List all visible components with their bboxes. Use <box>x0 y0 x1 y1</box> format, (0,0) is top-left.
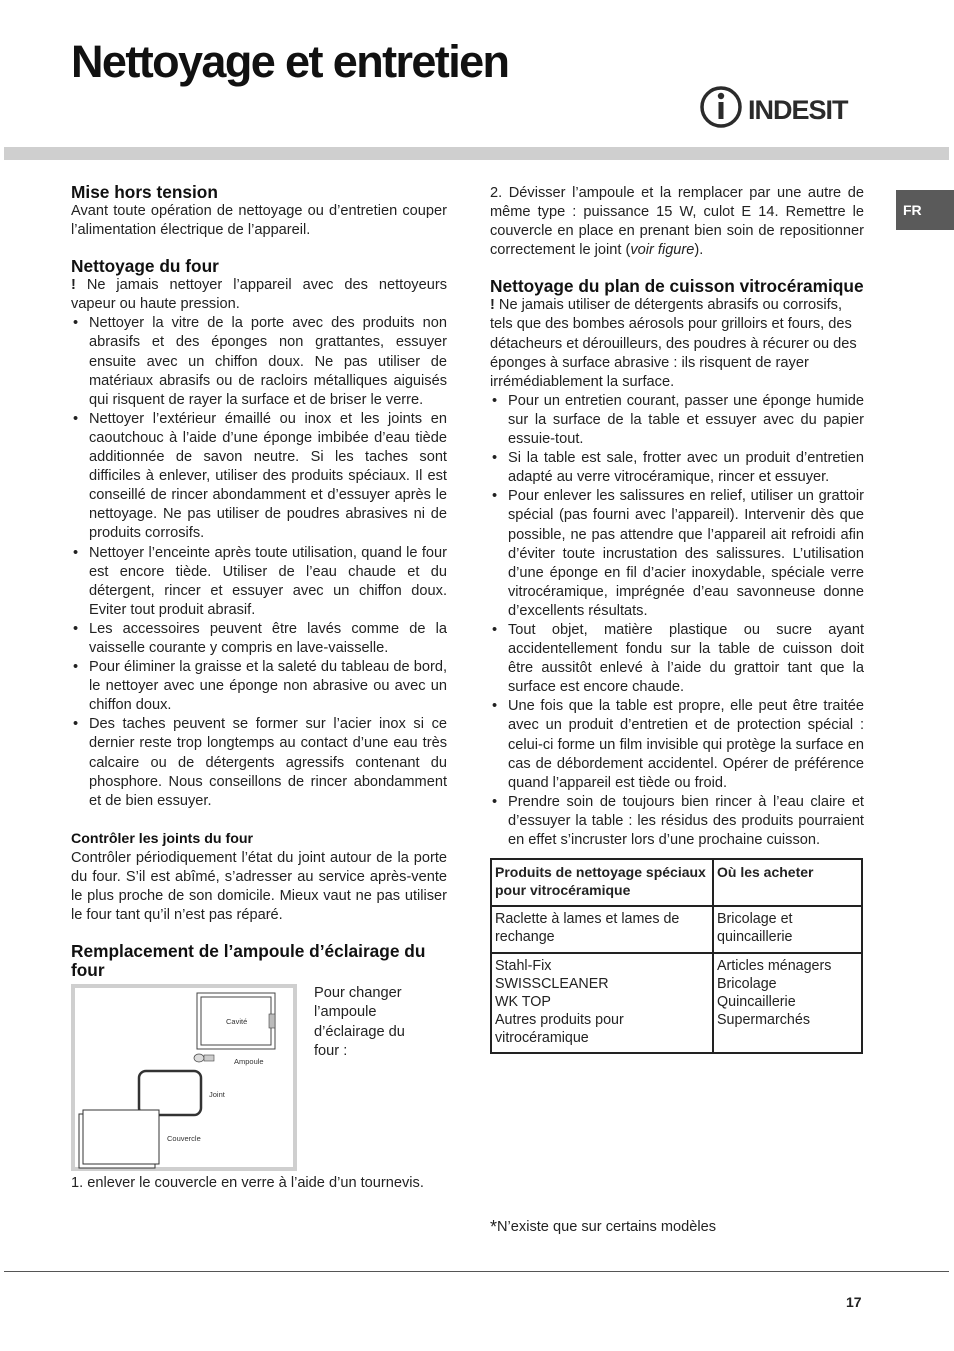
ampoule-figure-block <box>71 984 447 1171</box>
cell-line: SWISSCLEANER <box>495 976 609 993</box>
plan-cuisson-warning <box>490 296 864 391</box>
list-item: • Nettoyer la vitre de la porte avec des produits non abrasifs et des éponges non grattantes, essuyer ensuite avec un chiffon doux. Ne pas utiliser de matériaux abrasifs ou de racloirs métalliques aiguisés qui risquent de rayer la surface et de briser le verre. <box>71 314 447 409</box>
mise-hors-tension-text: Avant toute opération de nettoyage ou d’entretien couper l’alimentation électrique de l’appareil. <box>71 203 447 239</box>
footnote <box>490 1217 716 1238</box>
list-item: • Nettoyer l’extérieur émaillé ou inox et les joints en caoutchouc à l’aide d’une éponge imbibée d’eau tiède additionnée de savon neutre. Si les taches sont difficiles à enlever, utiliser des produits spéciaux. Il est conseillé de rincer abondamment et d’essuyer après le nettoyage. Ne pas utiliser de poudres abrasives ni de produits corrosifs. <box>71 410 447 544</box>
page-title: Nettoyage et entretien <box>71 36 509 87</box>
table-cell <box>713 953 862 1053</box>
list-item: • Prendre soin de toujours bien rincer à l’eau claire et d’essuyer la table : les résidus des produits pourraient en effet s’incruster lors d’une prochaine cuisson. <box>490 793 864 850</box>
cell-line: Autres produits pour vitrocéramique <box>495 1012 624 1047</box>
list-item: • Pour enlever les salissures en relief, utiliser un grattoir spécial (pas fourni avec l’appareil). Intervenir dès que possible, ne pas attendre que l’appareil ait refroidi afin d’éviter toute incrustation des salissures. L’utilisation d’une éponge en fil d’acier inoxydable, spéciale verre vitrocéramique, imprégnée d’eau savonneuse donne d’excellents résultats. <box>490 487 864 621</box>
left-column <box>71 183 447 1193</box>
warning-mark: ! <box>71 277 76 294</box>
cell-line: Supermarchés <box>717 1012 810 1029</box>
language-tab: FR <box>896 190 954 230</box>
step-2 <box>490 184 864 260</box>
cell-text: Raclette à lames et lames de rechange <box>495 911 680 946</box>
warning-text: Ne jamais nettoyer l’appareil avec des nettoyeurs vapeur ou haute pression. <box>71 277 447 313</box>
list-item: • Tout objet, matière plastique ou sucre ayant accidentellement fondu sur la table de cuisson doit être aussitôt enlevé à l’aide du grattoir tant que la surface est encore chaude. <box>490 621 864 697</box>
cell-line: WK TOP <box>495 994 551 1011</box>
list-item: • Une fois que la table est propre, elle peut être traitée avec un produit d’entretien et de protection spécial : celui-ci forme un film invisible qui protège la surface en cas de débordement accidentel. Opérer de préférence quand l’appareil est tiède ou froid. <box>490 697 864 792</box>
label-couvercle: Couvercle <box>167 1134 201 1144</box>
page-number: 17 <box>846 1294 862 1310</box>
table-cell <box>713 906 862 953</box>
list-item: • Pour éliminer la graisse et la saleté du tableau de bord, le nettoyer avec une éponge non abrasive ou avec un chiffon doux. <box>71 658 447 715</box>
footer-divider <box>4 1271 949 1272</box>
products-table <box>490 858 863 1054</box>
heading-mise-hors-tension: Mise hors tension <box>71 182 218 202</box>
heading-ampoule: Remplacement de l’ampoule d’éclairage du four <box>71 941 426 981</box>
label-ampoule: Ampoule <box>234 1057 264 1067</box>
heading-plan-cuisson: Nettoyage du plan de cuisson vitrocéramique <box>490 276 864 297</box>
step-1: 1. enlever le couvercle en verre à l’aide d’un tournevis. <box>71 1175 424 1192</box>
table-header-row <box>491 859 862 906</box>
warning-text: Ne jamais utiliser de détergents abrasifs ou corrosifs, tels que des bombes aérosols pour grilloirs et fours, des détacheurs et dérouilleurs, des poudres à récurer ou des éponges à surface abrasive : ils risquent de rayer irrémédiablement la surface. <box>490 297 857 390</box>
plan-cuisson-list <box>490 392 864 850</box>
cell-line: Articles ménagers <box>717 958 832 975</box>
warning-mark: ! <box>490 297 495 314</box>
table-row <box>491 953 862 1053</box>
list-item: • Pour un entretien courant, passer une éponge humide sur la surface de la table et essuyer avec du papier essuie-tout. <box>490 392 864 449</box>
footnote-star: * <box>490 1217 498 1237</box>
list-item: • Les accessoires peuvent être lavés comme de la vaisselle courante y compris en lave-vaisselle. <box>71 620 447 658</box>
header-band <box>4 147 949 160</box>
label-joint: Joint <box>209 1090 225 1100</box>
figure-caption: Pour changer l’ampoule d’éclairage du four : <box>314 985 405 1059</box>
footnote-text: N’existe que sur certains modèles <box>497 1219 717 1235</box>
table-cell <box>491 953 713 1053</box>
step-2-italic: voir figure <box>630 242 695 259</box>
step-2-text: 2. Dévisser l’ampoule et la remplacer par une autre de même type : puissance 15 W, culot E 14. Remettre le couvercle en place en prenant bien soin de repositionner correctement le joint ( <box>490 185 864 259</box>
table-header-cell: Où les acheter <box>713 859 862 906</box>
list-item: • Nettoyer l’enceinte après toute utilisation, quand le four est encore tiède. Utiliser de l’eau chaude et du détergent, rincer et essuyer avec un chiffon doux. Eviter tout produit abrasif. <box>71 544 447 620</box>
ampoule-figure <box>71 984 297 1171</box>
list-item: • Des taches peuvent se former sur l’acier inox si ce dernier reste trop longtemps au contact d’une eau très calcaire ou de détergents agressifs contenant du phosphore. Nous conseillons de rincer abondamment et de bien essuyer. <box>71 715 447 810</box>
step-2-end: ). <box>694 242 704 259</box>
table-header-cell: Produits de nettoyage spéciaux pour vitrocéramique <box>491 859 713 906</box>
cell-line: Quincaillerie <box>717 994 796 1011</box>
right-column <box>490 184 864 1054</box>
table-row <box>491 906 862 953</box>
nettoyage-four-list <box>71 314 447 810</box>
heading-nettoyage-four: Nettoyage du four <box>71 256 219 277</box>
cell-line: Stahl-Fix <box>495 958 552 975</box>
indesit-logo <box>700 86 866 130</box>
cell-line: Bricolage <box>717 976 777 993</box>
cell-text: Bricolage et quincaillerie <box>717 911 793 946</box>
list-item: • Si la table est sale, frotter avec un produit d’entretien adapté au verre vitrocéramique, rincer et essuyer. <box>490 449 864 487</box>
heading-joints: Contrôler les joints du four <box>71 830 254 847</box>
svg-text:INDESIT: INDESIT <box>748 95 848 125</box>
label-cavite: Cavité <box>226 1017 248 1027</box>
nettoyage-four-warning <box>71 276 447 314</box>
table-cell <box>491 906 713 953</box>
joints-text: Contrôler périodiquement l’état du joint autour de la porte du four. S’il est abîmé, s’adresser au service après-vente le plus proche de son domicile. Mieux vaut ne pas utiliser le four tant qu’il n’est pas réparé. <box>71 849 447 924</box>
